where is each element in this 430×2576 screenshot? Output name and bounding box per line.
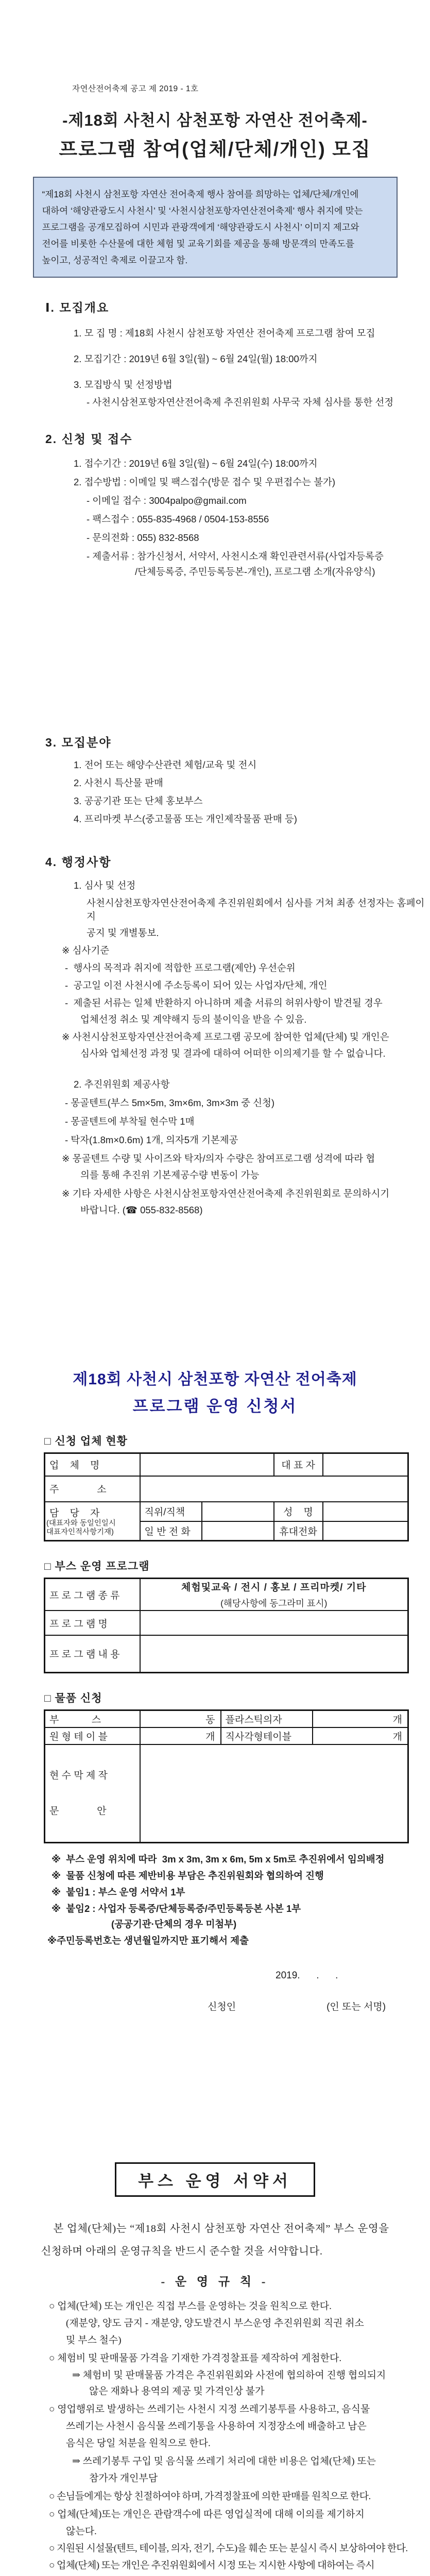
note-line: ※ 물품 신청에 따른 제반비용 부담은 추진위원회와 협의하여 진행: [0, 1869, 430, 1883]
text-line: - 탁자(1.8m×0.6m) 1개, 의자5개 기본제공: [0, 1133, 430, 1147]
pledge-rules-title: - 운 영 규 칙 -: [0, 2272, 430, 2289]
round-table-label: 원 형 테 이 블: [45, 1727, 140, 1744]
section-goods-request: □ 물품 신청: [0, 1690, 430, 1705]
phone-input[interactable]: [202, 1521, 274, 1541]
form-notes: [0, 1853, 430, 1947]
rule-line: ⇒ 쓰레기봉투 구입 및 음식물 쓰레기 처리에 대한 비용은 업체(단체) 또는: [0, 2454, 430, 2468]
text-line: 3. 모집방식 및 선정방법: [0, 378, 430, 392]
intro-text-line: 높이고, 성공적인 축제로 이끌고자 함.: [42, 252, 388, 268]
pledge-section: [0, 2162, 430, 2576]
text-line: ※ 기타 자세한 사항은 사천시삼천포항자연산전어축제 추진위원회로 문의하시기: [0, 1187, 430, 1200]
text-line: /단체등록증, 주민등록등본-개인), 프로그램 소개(자유양식): [0, 565, 430, 579]
plastic-chair-count-input[interactable]: 개: [313, 1710, 408, 1727]
section-heading-admin: 4. 행정사항: [0, 853, 430, 870]
ceo-label: 대 표 자: [274, 1453, 323, 1476]
program-name-label: 프 로 그 램 명: [45, 1611, 140, 1635]
name-input[interactable]: [323, 1502, 408, 1521]
note-line: ※ 붙임2 : 사업자 등록증/단체등록증/주민등록등본 사본 1부: [0, 1902, 430, 1916]
program-type-options-text: 체험및교육 / 전시 / 홍보 / 프리마켓/ 기타: [141, 1580, 407, 1594]
text-line: - 팩스접수 : 055-835-4968 / 0504-153-8556: [0, 513, 430, 526]
manager-label-main: 담 당 자: [46, 1505, 139, 1519]
text-line: 1. 접수기간 : 2019년 6월 3일(월) ~ 6월 24일(수) 18:00까지: [0, 457, 430, 470]
section-heading-overview: Ⅰ. 모집개요: [0, 298, 430, 315]
text-line: - 공고일 이전 사천시에 주소등록이 되어 있는 사업자/단체, 개인: [0, 979, 430, 992]
section-overview-lines: [0, 327, 430, 409]
text-line: 2. 사천시 특산물 판매: [0, 776, 430, 790]
text-line: 2. 추진위원회 제공사항: [0, 1078, 430, 1091]
rule-line: ⇒ 체험비 및 판매물품 가격은 추진위원회와 사전에 협의하여 진행 협의되지: [0, 2368, 430, 2382]
rule-line: ○ 지원된 시설물(텐트, 테이블, 의자, 전기, 수도)을 훼손 또는 분실시 즉시 보상하여야 한다.: [0, 2541, 430, 2555]
page-title-line1: -제18회 사천시 삼천포항 자연산 전어축제-: [0, 107, 430, 130]
text-line: - 행사의 목적과 취지에 적합한 프로그램(제안) 우선순위: [0, 961, 430, 975]
rule-line: ○ 업체(단체)또는 개인은 관람객수에 따른 영업실적에 대해 이의를 제기하지: [0, 2507, 430, 2521]
pledge-rules: [0, 2299, 430, 2576]
form-title-line2: 프로그램 운영 신청서: [0, 1393, 430, 1416]
booth-count-input[interactable]: 동: [140, 1710, 221, 1727]
program-type-options[interactable]: [140, 1579, 408, 1611]
program-content-label: 프 로 그 램 내 용: [45, 1635, 140, 1672]
ceo-input[interactable]: [323, 1453, 408, 1476]
text-line: 의를 통해 추진위 기본제공수량 변동이 가능: [0, 1168, 430, 1182]
text-line: - 문의전화 : 055) 832-8568: [0, 531, 430, 545]
rect-table-label: 직사각형테이블: [221, 1727, 313, 1744]
text-line: 사천시삼천포항자연산전어축제 추진위원회에서 심사를 거쳐 최종 선정자는 홈페이지: [0, 896, 430, 923]
application-date: 2019. . .: [0, 1970, 430, 1981]
position-label: 직위/직책: [140, 1502, 202, 1521]
note-line: (공공기관·단체의 경우 미첨부): [0, 1918, 430, 1931]
section-company-info: □ 신청 업체 현황: [0, 1433, 430, 1448]
position-input[interactable]: [202, 1502, 274, 1521]
pledge-intro: 본 업체(단체)는 “제18회 사천시 삼천포항 자연산 전어축제” 부스 운영을 신청하며 아래의 운영규칙을 반드시 준수할 것을 서약합니다.: [41, 2217, 389, 2263]
manager-label-note1: (대표자와 동일인일시: [46, 1519, 139, 1528]
note-line: ※ 붙임1 : 부스 운영 서약서 1부: [0, 1886, 430, 1899]
intro-text-line: 대하여 ‘해양관광도시 사천시’ 및 ‘사천시삼천포항자연산전어축제’ 행사 취지에 맞는: [42, 202, 388, 219]
applicant-sign-line: [0, 1999, 430, 2013]
note-line: ※주민등록번호는 생년월일까지만 표기해서 제출: [0, 1934, 430, 1947]
text-line: 2. 모집기간 : 2019년 6월 3일(월) ~ 6월 24일(월) 18:00까지: [0, 352, 430, 366]
address-input[interactable]: [140, 1476, 408, 1502]
rule-line: [0, 2575, 430, 2576]
company-info-table: [44, 1452, 409, 1541]
intro-text-line: 전어를 비롯한 수산물에 대한 체험 및 교육기회를 제공을 통해 방문객의 만족도를: [42, 235, 388, 252]
name-label: 성 명: [274, 1502, 323, 1521]
section-application-lines: [0, 457, 430, 579]
rule-line: 쓰레기는 사천시 음식물 쓰레기통을 사용하여 지정장소에 배출하고 남은: [0, 2419, 430, 2433]
rule-line: 참가자 개인부담: [0, 2471, 430, 2485]
banner-label-line1: 현 수 막 제 작: [49, 1770, 135, 1782]
banner-label-line2: 문 안: [49, 1805, 135, 1817]
section-booth-program: □ 부스 운영 프로그램: [0, 1558, 430, 1573]
section-admin-lines: [0, 879, 430, 1217]
rule-line: 않는다.: [0, 2524, 430, 2538]
plastic-chair-label: 플라스틱의자: [221, 1710, 313, 1727]
banner-text-input[interactable]: [140, 1744, 408, 1843]
section-heading-fields: 3. 모집분야: [0, 733, 430, 750]
phone-label: 일 반 전 화: [140, 1521, 202, 1541]
text-line: 1. 전어 또는 해양수산관련 체험/교육 및 전시: [0, 758, 430, 772]
application-form-title: [0, 1366, 430, 1416]
section-fields-lines: [0, 758, 430, 826]
program-name-input[interactable]: [140, 1611, 408, 1635]
rule-line: ○ 영업행위로 발생하는 쓰레기는 사천시 지정 쓰레기봉투를 사용하고, 음식물: [0, 2402, 430, 2416]
rule-line: ○ 업체(단체) 또는 개인은 추진위원회에서 시정 또는 지시한 사항에 대하여는 즉시: [0, 2558, 430, 2572]
section-heading-application: 2. 신청 및 접수: [0, 430, 430, 447]
text-line: - 제출된 서류는 일체 반환하지 아니하며 제출 서류의 허위사항이 발견될 경우: [0, 996, 430, 1010]
intro-text-line: “제18회 사천시 삼천포항 자연산 전어축제 행사 참여를 희망하는 업체/단체/개인에: [42, 186, 388, 202]
note-line: ※ 부스 운영 위치에 따라 3m x 3m, 3m x 6m, 5m x 5m로 추진위에서 임의배정: [0, 1853, 430, 1866]
text-line: 업체선정 취소 및 계약해지 등의 불이익을 받을 수 있음.: [0, 1013, 430, 1026]
text-line: ※ 심사기준: [0, 944, 430, 957]
rule-line: ○ 체험비 및 판매물품 가격을 기재한 가격정찰표를 제작하여 게첨한다.: [0, 2351, 430, 2365]
manager-label: [45, 1502, 140, 1541]
rule-line: 음식은 당일 처분을 원칙으로 한다.: [0, 2436, 430, 2450]
text-line: 1. 심사 및 선정: [0, 879, 430, 892]
rule-line: ○ 손님들에게는 항상 친절하여야 하며, 가격정찰표에 의한 판매를 원칙으로 한다.: [0, 2489, 430, 2503]
rule-line: 않은 재화나 용역의 제공 및 가격인상 불가: [0, 2384, 430, 2398]
mobile-label: 휴대전화: [274, 1521, 323, 1541]
address-label: 주 소: [45, 1476, 140, 1502]
manager-label-note2: 대표자인적사항기재): [46, 1528, 139, 1537]
intro-summary-box: [33, 177, 398, 278]
text-line: 공지 및 개별통보.: [0, 926, 430, 940]
banner-text-label: [45, 1744, 140, 1843]
text-line: 바랍니다. (☎ 055-832-8568): [0, 1204, 430, 1217]
rule-line: 및 부스 철수): [0, 2333, 430, 2347]
text-line: - 몽골텐트(부스 5m×5m, 3m×6m, 3m×3m 중 신청): [0, 1096, 430, 1110]
program-content-input[interactable]: [140, 1635, 408, 1672]
text-line: 4. 프리마켓 부스(중고물품 또는 개인제작물품 판매 등): [0, 812, 430, 826]
text-line: - 이메일 접수 : 3004palpo@gmail.com: [0, 494, 430, 507]
program-type-circle-note: (해당사항에 동그라미 표시): [141, 1597, 407, 1609]
booth-label: 부 스: [45, 1710, 140, 1727]
text-line: ※ 사천시삼천포항자연산전어축제 프로그램 공모에 참여한 업체(단체) 및 개인은: [0, 1030, 430, 1044]
doc-number: 자연산전어축제 공고 제 2019 - 1호: [0, 0, 430, 94]
mobile-input[interactable]: [323, 1521, 408, 1541]
company-name-input[interactable]: [140, 1453, 274, 1476]
applicant-label: 신청인: [208, 2002, 236, 2012]
goods-request-table: [44, 1709, 409, 1843]
text-line: - 제출서류 : 참가신청서, 서약서, 사천시소재 확인관련서류(사업자등록증: [0, 550, 430, 563]
text-line: ※ 몽골텐트 수량 및 사이즈와 탁자/의자 수량은 참여프로그램 성격에 따라 협: [0, 1152, 430, 1165]
program-type-label: 프 로 그 램 종 류: [45, 1579, 140, 1611]
booth-program-table: [44, 1578, 409, 1673]
text-line: - 사천시삼천포항자연산전어축제 추진위원회 사무국 자체 심사를 통한 선정: [0, 396, 430, 409]
pledge-title: 부스 운영 서약서: [115, 2162, 315, 2197]
company-name-label: 업 체 명: [45, 1453, 140, 1476]
pledge-title-wrap: [0, 2162, 430, 2197]
round-table-count-input[interactable]: 개: [140, 1727, 221, 1744]
page-title-line2: 프로그램 참여(업체/단체/개인) 모집: [0, 133, 430, 161]
text-line: 2. 접수방법 : 이메일 및 팩스접수(방문 접수 및 우편접수는 불가): [0, 476, 430, 489]
text-line: 1. 모 집 명 : 제18회 사천시 삼천포항 자연산 전어축제 프로그램 참여 모집: [0, 327, 430, 340]
form-title-line1: 제18회 사천시 삼천포항 자연산 전어축제: [0, 1366, 430, 1389]
text-line: - 몽골텐트에 부착될 현수막 1매: [0, 1115, 430, 1128]
rule-line: ○ 업체(단체) 또는 개인은 직접 부스를 운영하는 것을 원칙으로 한다.: [0, 2299, 430, 2313]
text-line: 심사와 업체선정 과정 및 결과에 대하여 어떠한 이의제기를 할 수 없습니다.: [0, 1047, 430, 1060]
rule-line: (재분양, 양도 금지 - 재분양, 양도발견시 부스운영 추진위원회 직권 취소: [0, 2316, 430, 2330]
rect-table-count-input[interactable]: 개: [313, 1727, 408, 1744]
intro-text-line: 프로그램을 공개모집하여 시민과 관광객에게 ‘해양관광도시 사천시’ 이미지 제고와: [42, 219, 388, 235]
text-line: 3. 공공기관 또는 단체 홍보부스: [0, 794, 430, 808]
seal-or-signature-note: (인 또는 서명): [326, 2002, 386, 2012]
